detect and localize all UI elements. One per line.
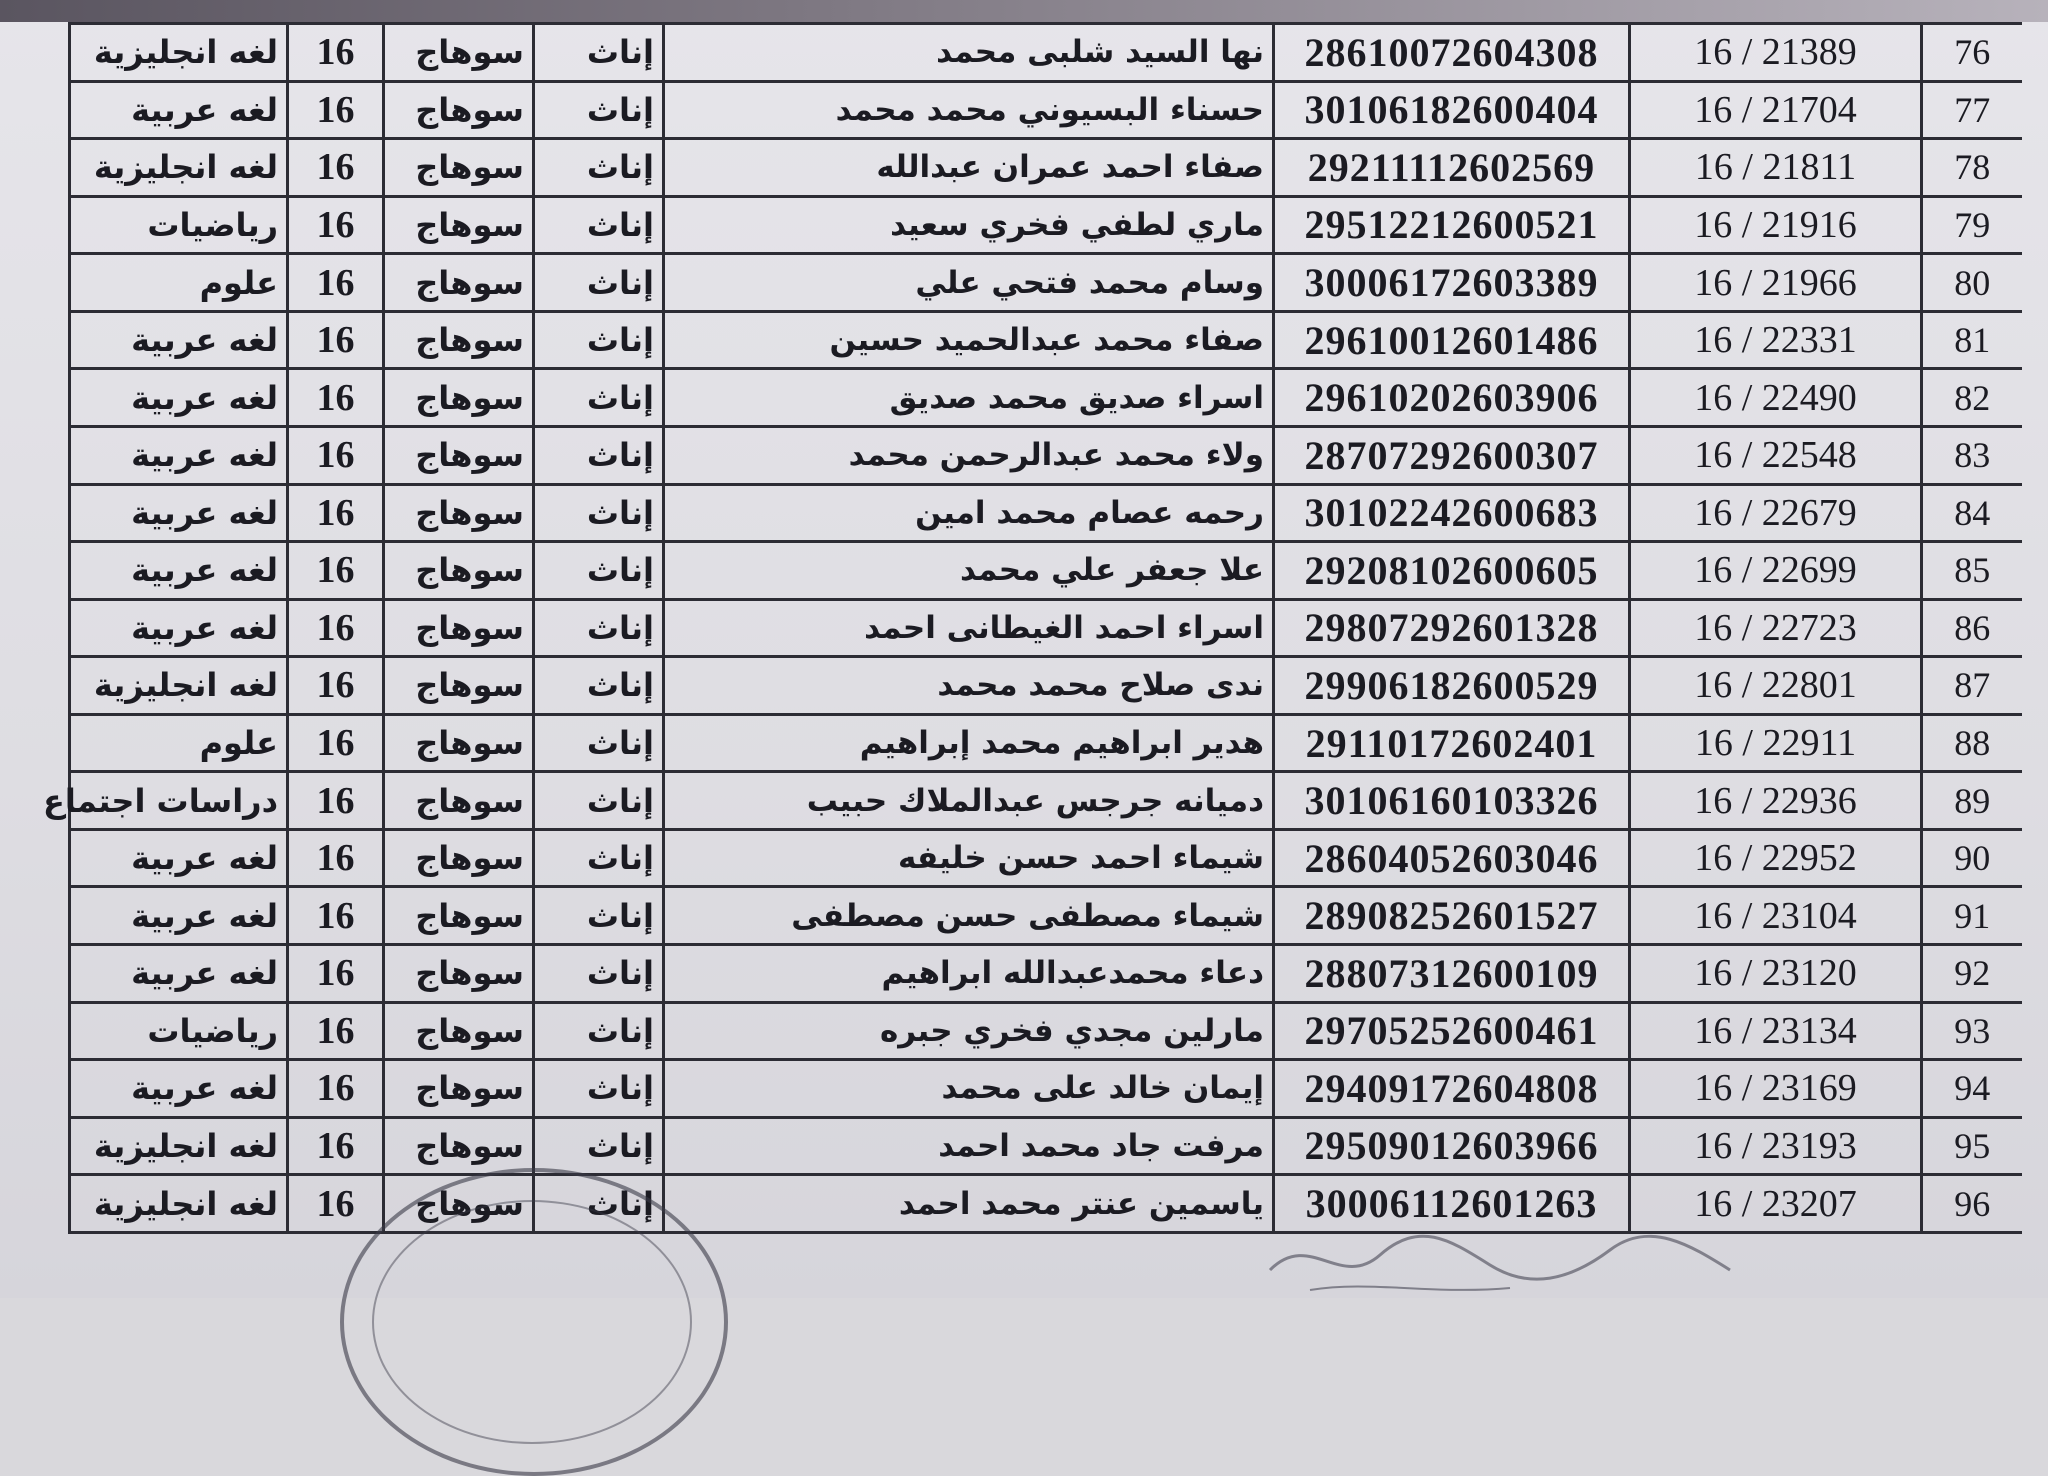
row-grade: 16	[288, 829, 384, 887]
row-name: ياسمين عنتر محمد احمد	[664, 1175, 1274, 1233]
row-serial: 93	[1922, 1002, 2022, 1060]
table-row	[70, 829, 2022, 887]
row-seat-code: 16 / 22936	[1630, 772, 1922, 830]
row-subject: رياضيات	[70, 1002, 288, 1060]
row-gender: إناث	[534, 426, 664, 484]
row-gender: إناث	[534, 81, 664, 139]
row-name: رحمه عصام محمد امين	[664, 484, 1274, 542]
row-name: ندى صلاح محمد محمد	[664, 657, 1274, 715]
table-row	[70, 484, 2022, 542]
row-governorate: سوهاج	[384, 426, 534, 484]
row-serial: 95	[1922, 1117, 2022, 1175]
row-serial: 90	[1922, 829, 2022, 887]
row-governorate: سوهاج	[384, 24, 534, 82]
row-serial: 86	[1922, 599, 2022, 657]
row-grade: 16	[288, 81, 384, 139]
row-grade: 16	[288, 1060, 384, 1118]
row-subject: لغه عربية	[70, 311, 288, 369]
row-national-id: 29509012603966	[1274, 1117, 1630, 1175]
row-serial: 80	[1922, 254, 2022, 312]
row-governorate: سوهاج	[384, 599, 534, 657]
row-gender: إناث	[534, 369, 664, 427]
table-body	[42, 24, 2022, 1233]
row-national-id: 29110172602401	[1274, 714, 1630, 772]
row-grade: 16	[288, 254, 384, 312]
row-name: دميانه جرجس عبدالملاك حبيب	[664, 772, 1274, 830]
table-row	[70, 772, 2022, 830]
row-national-id: 30006112601263	[1274, 1175, 1630, 1233]
row-serial: 88	[1922, 714, 2022, 772]
row-seat-code: 16 / 21811	[1630, 139, 1922, 197]
row-grade: 16	[288, 1175, 384, 1233]
row-gender: إناث	[534, 599, 664, 657]
row-governorate: سوهاج	[384, 714, 534, 772]
row-subject: لغه عربية	[70, 1060, 288, 1118]
row-subject: لغه عربية	[70, 484, 288, 542]
row-gender: إناث	[534, 1175, 664, 1233]
row-governorate: سوهاج	[384, 484, 534, 542]
row-grade: 16	[288, 772, 384, 830]
row-seat-code: 16 / 22952	[1630, 829, 1922, 887]
row-name: علا جعفر علي محمد	[664, 542, 1274, 600]
row-name: اسراء صديق محمد صديق	[664, 369, 1274, 427]
table-row	[70, 369, 2022, 427]
row-name: اسراء احمد الغيطانى احمد	[664, 599, 1274, 657]
row-national-id: 28908252601527	[1274, 887, 1630, 945]
row-governorate: سوهاج	[384, 81, 534, 139]
row-grade: 16	[288, 887, 384, 945]
row-seat-code: 16 / 21916	[1630, 196, 1922, 254]
row-national-id: 28610072604308	[1274, 24, 1630, 82]
row-serial: 94	[1922, 1060, 2022, 1118]
table-row	[70, 1002, 2022, 1060]
row-subject: لغه عربية	[70, 81, 288, 139]
row-gender: إناث	[534, 772, 664, 830]
row-national-id: 30102242600683	[1274, 484, 1630, 542]
row-gender: إناث	[534, 714, 664, 772]
row-national-id: 29610202603906	[1274, 369, 1630, 427]
row-seat-code: 16 / 22723	[1630, 599, 1922, 657]
handwritten-signature	[1250, 1210, 1750, 1300]
row-governorate: سوهاج	[384, 1002, 534, 1060]
row-seat-code: 16 / 22331	[1630, 311, 1922, 369]
row-national-id: 29807292601328	[1274, 599, 1630, 657]
row-national-id: 29512212600521	[1274, 196, 1630, 254]
row-seat-code: 16 / 22679	[1630, 484, 1922, 542]
official-stamp-inner-ring	[372, 1200, 692, 1444]
row-seat-code: 16 / 21966	[1630, 254, 1922, 312]
table-row	[70, 887, 2022, 945]
row-seat-code: 16 / 23193	[1630, 1117, 1922, 1175]
row-serial: 78	[1922, 139, 2022, 197]
row-name: شيماء احمد حسن خليفه	[664, 829, 1274, 887]
table-row	[70, 139, 2022, 197]
row-serial: 76	[1922, 24, 2022, 82]
table-row	[70, 254, 2022, 312]
row-national-id: 28604052603046	[1274, 829, 1630, 887]
row-governorate: سوهاج	[384, 311, 534, 369]
table-row	[70, 945, 2022, 1003]
row-subject: علوم	[70, 714, 288, 772]
row-national-id: 29208102600605	[1274, 542, 1630, 600]
row-grade: 16	[288, 139, 384, 197]
row-name: مارلين مجدي فخري جبره	[664, 1002, 1274, 1060]
row-serial: 77	[1922, 81, 2022, 139]
row-gender: إناث	[534, 542, 664, 600]
row-national-id: 28707292600307	[1274, 426, 1630, 484]
row-name: مرفت جاد محمد احمد	[664, 1117, 1274, 1175]
top-edge-shadow	[0, 0, 2048, 22]
row-governorate: سوهاج	[384, 254, 534, 312]
row-national-id: 29705252600461	[1274, 1002, 1630, 1060]
row-serial: 85	[1922, 542, 2022, 600]
row-governorate: سوهاج	[384, 887, 534, 945]
row-subject: لغه عربية	[70, 426, 288, 484]
row-serial: 84	[1922, 484, 2022, 542]
row-gender: إناث	[534, 945, 664, 1003]
row-serial: 92	[1922, 945, 2022, 1003]
row-national-id: 29610012601486	[1274, 311, 1630, 369]
row-seat-code: 16 / 22911	[1630, 714, 1922, 772]
row-seat-code: 16 / 22801	[1630, 657, 1922, 715]
row-national-id: 29906182600529	[1274, 657, 1630, 715]
row-name: حسناء البسيوني محمد محمد	[664, 81, 1274, 139]
row-seat-code: 16 / 23120	[1630, 945, 1922, 1003]
row-seat-code: 16 / 23104	[1630, 887, 1922, 945]
row-governorate: سوهاج	[384, 542, 534, 600]
table-row	[70, 714, 2022, 772]
row-subject: علوم	[70, 254, 288, 312]
row-national-id: 30006172603389	[1274, 254, 1630, 312]
row-subject: دراسات اجتماع	[70, 772, 288, 830]
row-national-id: 30106182600404	[1274, 81, 1630, 139]
row-name: صفاء احمد عمران عبدالله	[664, 139, 1274, 197]
row-governorate: سوهاج	[384, 369, 534, 427]
row-national-id: 29211112602569	[1274, 139, 1630, 197]
row-grade: 16	[288, 24, 384, 82]
row-gender: إناث	[534, 196, 664, 254]
row-gender: إناث	[534, 311, 664, 369]
table-row	[70, 1060, 2022, 1118]
row-gender: إناث	[534, 484, 664, 542]
row-subject: لغه عربية	[70, 599, 288, 657]
row-gender: إناث	[534, 657, 664, 715]
table-row	[70, 24, 2022, 82]
row-subject: لغه انجليزية	[70, 1117, 288, 1175]
row-grade: 16	[288, 484, 384, 542]
row-seat-code: 16 / 21704	[1630, 81, 1922, 139]
row-subject: لغه انجليزية	[70, 139, 288, 197]
row-grade: 16	[288, 196, 384, 254]
row-gender: إناث	[534, 254, 664, 312]
row-serial: 81	[1922, 311, 2022, 369]
row-subject: لغه عربية	[70, 829, 288, 887]
row-grade: 16	[288, 657, 384, 715]
row-name: إيمان خالد على محمد	[664, 1060, 1274, 1118]
row-serial: 96	[1922, 1175, 2022, 1233]
row-subject: لغه عربية	[70, 945, 288, 1003]
row-gender: إناث	[534, 829, 664, 887]
row-serial: 83	[1922, 426, 2022, 484]
row-name: نها السيد شلبى محمد	[664, 24, 1274, 82]
row-grade: 16	[288, 1002, 384, 1060]
row-gender: إناث	[534, 1117, 664, 1175]
row-seat-code: 16 / 22490	[1630, 369, 1922, 427]
row-grade: 16	[288, 426, 384, 484]
row-name: ماري لطفي فخري سعيد	[664, 196, 1274, 254]
row-seat-code: 16 / 22699	[1630, 542, 1922, 600]
row-seat-code: 16 / 21389	[1630, 24, 1922, 82]
row-governorate: سوهاج	[384, 1175, 534, 1233]
row-governorate: سوهاج	[384, 829, 534, 887]
table-row	[70, 657, 2022, 715]
row-grade: 16	[288, 945, 384, 1003]
row-serial: 91	[1922, 887, 2022, 945]
row-governorate: سوهاج	[384, 1117, 534, 1175]
row-serial: 82	[1922, 369, 2022, 427]
row-subject: لغه انجليزية	[70, 1175, 288, 1233]
table-row	[70, 1117, 2022, 1175]
row-gender: إناث	[534, 1060, 664, 1118]
row-grade: 16	[288, 369, 384, 427]
row-name: وسام محمد فتحي علي	[664, 254, 1274, 312]
row-grade: 16	[288, 542, 384, 600]
row-gender: إناث	[534, 1002, 664, 1060]
row-governorate: سوهاج	[384, 772, 534, 830]
row-subject: لغه عربية	[70, 542, 288, 600]
row-serial: 79	[1922, 196, 2022, 254]
candidate-table	[42, 22, 2022, 1234]
row-grade: 16	[288, 311, 384, 369]
row-serial: 89	[1922, 772, 2022, 830]
table-row	[70, 196, 2022, 254]
row-national-id: 28807312600109	[1274, 945, 1630, 1003]
row-governorate: سوهاج	[384, 657, 534, 715]
row-subject: رياضيات	[70, 196, 288, 254]
row-subject: لغه عربية	[70, 887, 288, 945]
row-name: شيماء مصطفى حسن مصطفى	[664, 887, 1274, 945]
row-national-id: 30106160103326	[1274, 772, 1630, 830]
row-name: صفاء محمد عبدالحميد حسين	[664, 311, 1274, 369]
row-name: هدير ابراهيم محمد إبراهيم	[664, 714, 1274, 772]
row-gender: إناث	[534, 24, 664, 82]
row-subject: لغه انجليزية	[70, 24, 288, 82]
row-gender: إناث	[534, 887, 664, 945]
row-governorate: سوهاج	[384, 139, 534, 197]
row-gender: إناث	[534, 139, 664, 197]
row-governorate: سوهاج	[384, 1060, 534, 1118]
row-governorate: سوهاج	[384, 196, 534, 254]
row-seat-code: 16 / 23134	[1630, 1002, 1922, 1060]
row-grade: 16	[288, 599, 384, 657]
row-national-id: 29409172604808	[1274, 1060, 1630, 1118]
row-seat-code: 16 / 23207	[1630, 1175, 1922, 1233]
row-serial: 87	[1922, 657, 2022, 715]
row-governorate: سوهاج	[384, 945, 534, 1003]
row-subject: لغه انجليزية	[70, 657, 288, 715]
row-seat-code: 16 / 23169	[1630, 1060, 1922, 1118]
table-row	[70, 599, 2022, 657]
row-name: ولاء محمد عبدالرحمن محمد	[664, 426, 1274, 484]
row-seat-code: 16 / 22548	[1630, 426, 1922, 484]
row-name: دعاء محمدعبدالله ابراهيم	[664, 945, 1274, 1003]
row-grade: 16	[288, 714, 384, 772]
row-subject: لغه عربية	[70, 369, 288, 427]
table-row	[70, 426, 2022, 484]
row-grade: 16	[288, 1117, 384, 1175]
table-row	[70, 81, 2022, 139]
table-row	[70, 311, 2022, 369]
table-row	[70, 542, 2022, 600]
